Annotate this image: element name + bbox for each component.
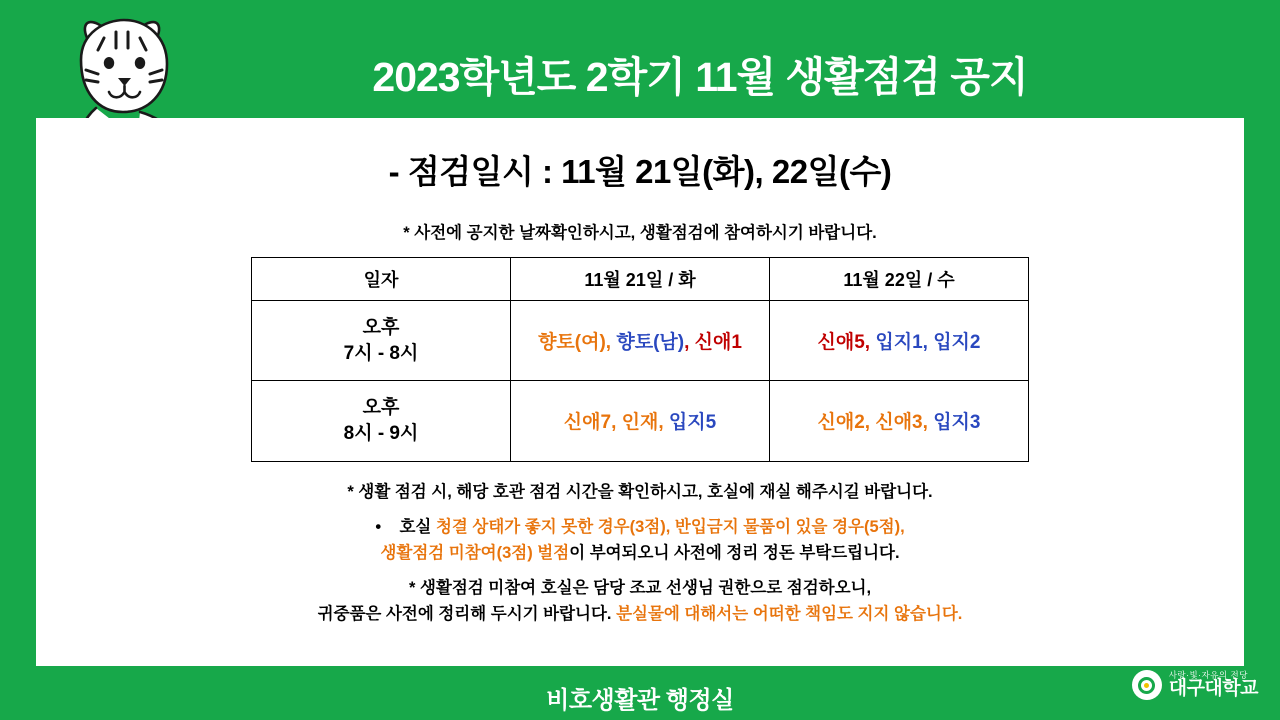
- table-row: [252, 381, 1029, 461]
- note-line-3-highlight: 생활점검 미참여(3점): [380, 543, 538, 562]
- note-line-2-plain: 호실: [399, 518, 436, 537]
- notes-block: [36, 480, 1244, 628]
- column-header-day2: 11월 22일 / 수: [770, 258, 1029, 301]
- dorm-name-run: 신애7, 인재,: [563, 412, 669, 434]
- note-line-4: * 생활점검 미참여 호실은 담당 조교 선생님 권한으로 점검하오니,: [408, 579, 872, 598]
- footer-bar: [0, 666, 1280, 720]
- dorm-name-run: 입지3: [933, 412, 981, 434]
- inspection-date-heading: - 점검일시 : 11월 21일(화), 22일(수): [388, 153, 892, 190]
- note-bullet: •: [375, 518, 382, 537]
- time-slot-1: [252, 301, 511, 381]
- time-slot-1-text: 오후 7시 - 8시: [343, 317, 419, 364]
- column-header-day1: 11월 21일 / 화: [511, 258, 770, 301]
- row2-day1-cell: [511, 381, 770, 461]
- dorm-name-run: 향토(남): [616, 332, 685, 354]
- note-line-2: [36, 515, 1244, 541]
- spacer: [36, 505, 1244, 515]
- notice-card: [36, 118, 1244, 666]
- row1-day2-cell: [770, 301, 1029, 381]
- note-line-5-highlight: 분실물에 대해서는 어떠한 책임도 지지 않습니다.: [616, 604, 963, 623]
- logo-university-name: 대구대학교: [1168, 678, 1258, 700]
- table-row: [252, 301, 1029, 381]
- note-line-3: [36, 541, 1244, 567]
- time-slot-2: [252, 381, 511, 461]
- dorm-name-run: 입지1, 입지2: [875, 332, 981, 354]
- note-line-5-plain: 귀중품은 사전에 정리해 두시기 바랍니다.: [317, 604, 617, 623]
- row1-day1-cell: [511, 301, 770, 381]
- time-slot-2-text: 오후 8시 - 9시: [343, 397, 419, 444]
- note-line-5: [36, 602, 1244, 628]
- dorm-name-run: 신애5,: [817, 332, 876, 354]
- university-emblem-icon: [1132, 670, 1162, 700]
- spacer: [36, 566, 1244, 576]
- row2-day2-cell: [770, 381, 1029, 461]
- schedule-table: [251, 257, 1029, 462]
- table-header-row: [252, 258, 1029, 301]
- logo-slogan: 사랑·빛·자유의 전당: [1168, 669, 1248, 680]
- note-line-3-penalty: 벌점: [537, 543, 570, 562]
- dorm-name-run: 입지5: [668, 412, 717, 434]
- top-note: * 사전에 공지한 날짜확인하시고, 생활점검에 참여하시기 바랍니다.: [403, 224, 877, 242]
- page-title: 2023학년도 2학기 11월 생활점검 공지: [372, 54, 1028, 100]
- dorm-name-run: , 신애1: [684, 332, 742, 354]
- dorm-name-run: 신애2, 신애3,: [817, 412, 934, 434]
- note-line-1: * 생활 점검 시, 해당 호관 점검 시간을 확인하시고, 호실에 재실 해주시길 바랍니다.: [347, 482, 933, 501]
- note-line-2-highlight: 청결 상태가 좋지 못한 경우(3점), 반입금지 물품이 있을 경우(5점),: [435, 518, 905, 537]
- note-line-3-plain: 이 부여되오니 사전에 정리 정돈 부탁드립니다.: [569, 543, 900, 562]
- university-logo: [1132, 670, 1258, 700]
- footer-office-name: 비호생활관 행정실: [546, 687, 734, 714]
- dorm-name-run: 향토(여),: [538, 332, 617, 354]
- column-header-date: 일자: [252, 258, 511, 301]
